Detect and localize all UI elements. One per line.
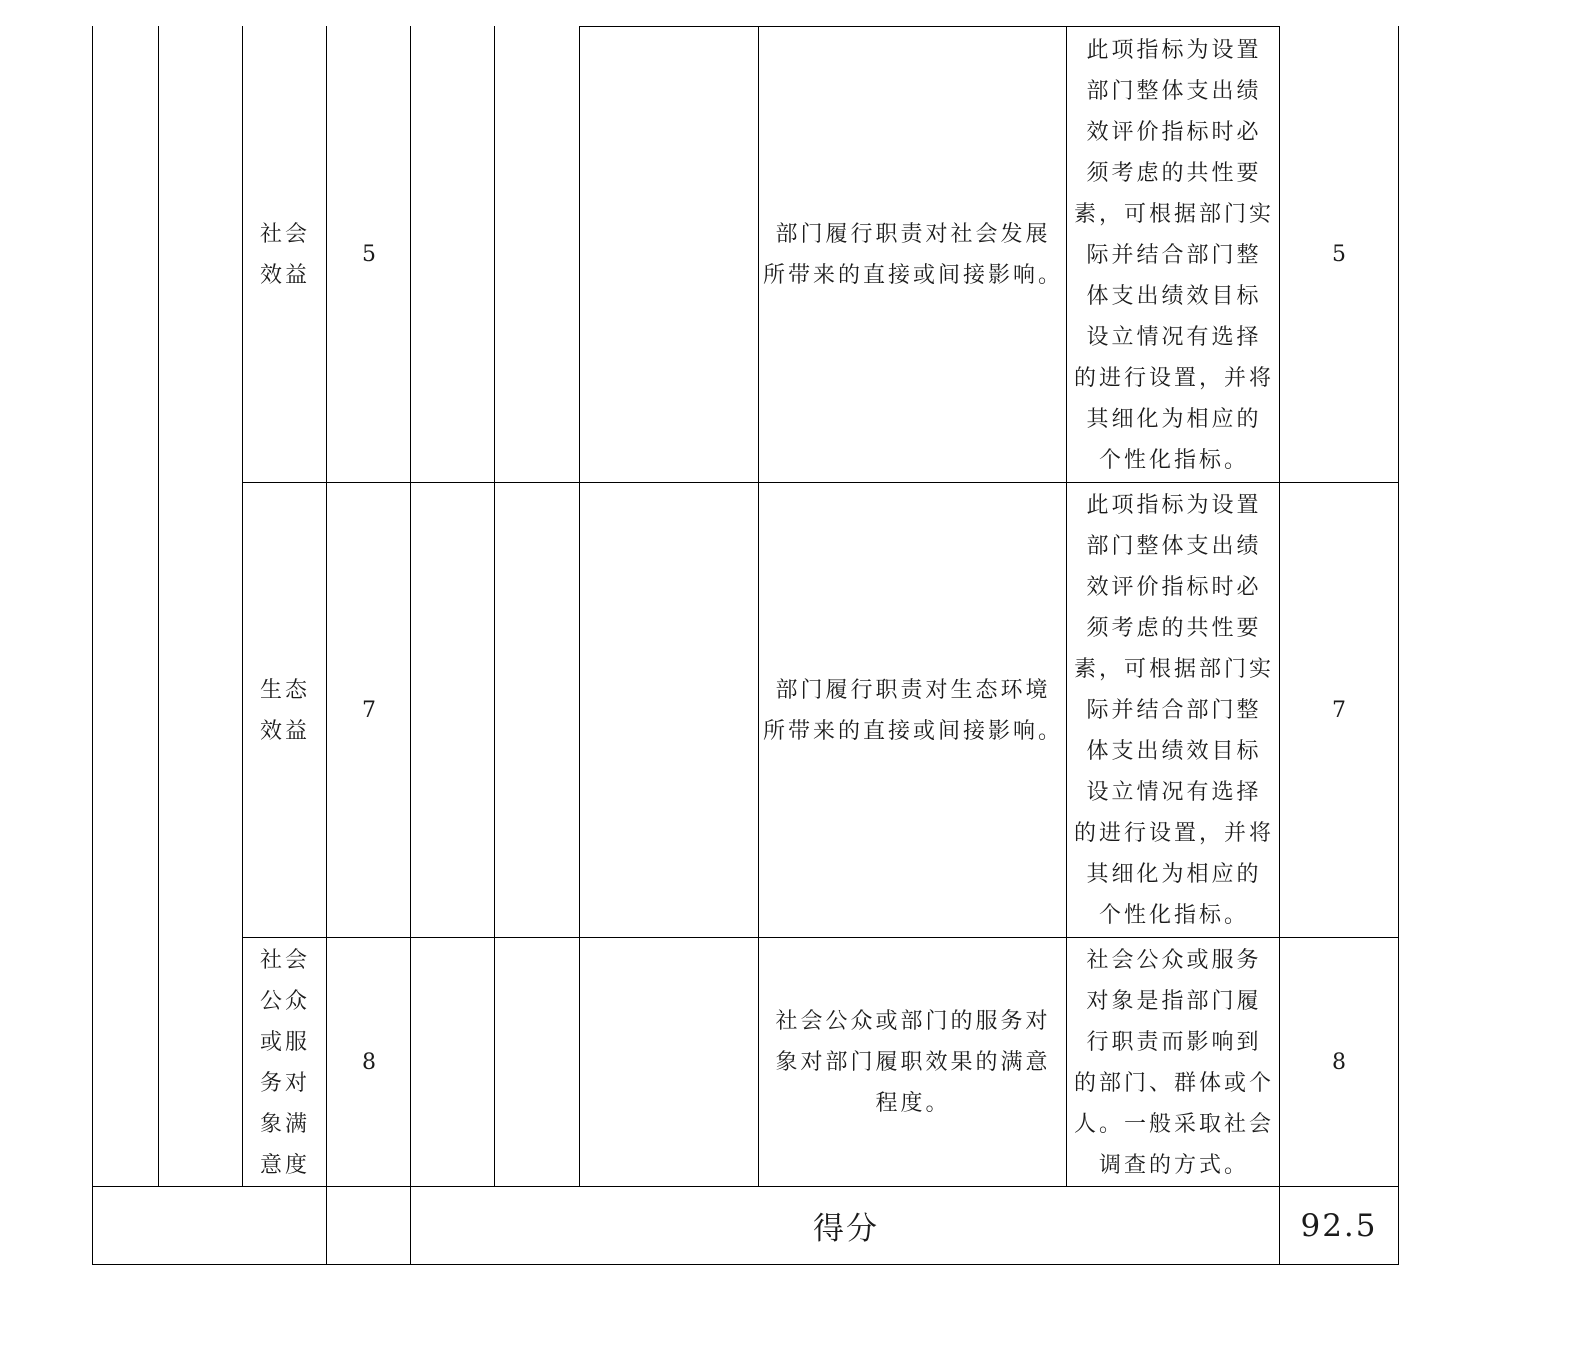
table-row-1-empty-b — [494, 26, 582, 484]
table-row-2-score — [1279, 482, 1399, 939]
table-row-3-empty-c — [579, 937, 760, 1188]
indicator-label: 社会 效益 — [259, 221, 310, 288]
level2-cell — [158, 26, 244, 1188]
total-score: 92.5 — [1300, 1207, 1378, 1244]
weight-value: 5 — [362, 242, 376, 267]
table-row-3-weight — [326, 937, 412, 1188]
indicator-explanation: 部门履行职责对社会发展 所带来的直接或间接影响。 — [762, 222, 1063, 288]
table-row-2-empty-b — [494, 482, 582, 939]
table-row-1-note — [1066, 26, 1282, 484]
table-row-2-indicator — [242, 482, 328, 939]
table-row-3-empty-a — [410, 937, 496, 1188]
indicator-explanation: 社会公众或部门的服务对 象对部门履职效果的满意 程度。 — [775, 1009, 1051, 1116]
table-row-1-weight — [326, 26, 412, 484]
table-row-2-empty-c — [579, 482, 760, 939]
table-row-2-explanation — [758, 482, 1068, 939]
indicator-note: 此项指标为设置 部门整体支出绩 效评价指标时必 须考虑的共性要 素，可根据部门实 际并结合部门整 体支出绩效目标 设立情况有选择 的进行设置，并将 其细化为相应的 个性化指标。 — [1073, 37, 1274, 473]
weight-value: 7 — [362, 698, 376, 723]
total-row-weight — [326, 1186, 412, 1265]
table-row-2-weight — [326, 482, 412, 939]
indicator-note: 此项指标为设置 部门整体支出绩 效评价指标时必 须考虑的共性要 素，可根据部门实 际并结合部门整 体支出绩效目标 设立情况有选择 的进行设置，并将 其细化为相应的 个性化指标。 — [1073, 493, 1274, 928]
indicator-label: 社会 公众 或服 务对 象满 意度 — [259, 947, 310, 1178]
total-label: 得分 — [813, 1211, 879, 1247]
table-row-1-score — [1279, 26, 1399, 484]
indicator-note: 社会公众或服务 对象是指部门履 行职责而影响到 的部门、群体或个 人。一般采取社会 调查的方式。 — [1073, 947, 1274, 1178]
table-row-3-empty-b — [494, 937, 582, 1188]
table-row-1-empty-a — [410, 26, 496, 484]
score-value: 8 — [1332, 1050, 1346, 1075]
indicator-explanation: 部门履行职责对生态环境 所带来的直接或间接影响。 — [762, 677, 1063, 744]
table-row-3-score — [1279, 937, 1399, 1188]
total-row-score-cell — [1279, 1186, 1399, 1265]
score-value: 7 — [1332, 698, 1346, 723]
table-row-3-explanation — [758, 937, 1068, 1188]
table-row-1-explanation — [758, 26, 1068, 484]
level1-cell — [92, 26, 160, 1188]
table-row-1-indicator — [242, 26, 328, 484]
total-row-label-cell — [410, 1186, 1282, 1265]
table-row-1-empty-c — [579, 26, 760, 484]
indicator-label: 生态 效益 — [259, 677, 310, 744]
weight-value: 8 — [362, 1050, 376, 1075]
score-value: 5 — [1332, 242, 1346, 267]
table-row-3-note — [1066, 937, 1282, 1188]
table-row-2-empty-a — [410, 482, 496, 939]
table-row-2-note — [1066, 482, 1282, 939]
table-row-3-indicator — [242, 937, 328, 1188]
total-row-blank — [92, 1186, 328, 1265]
